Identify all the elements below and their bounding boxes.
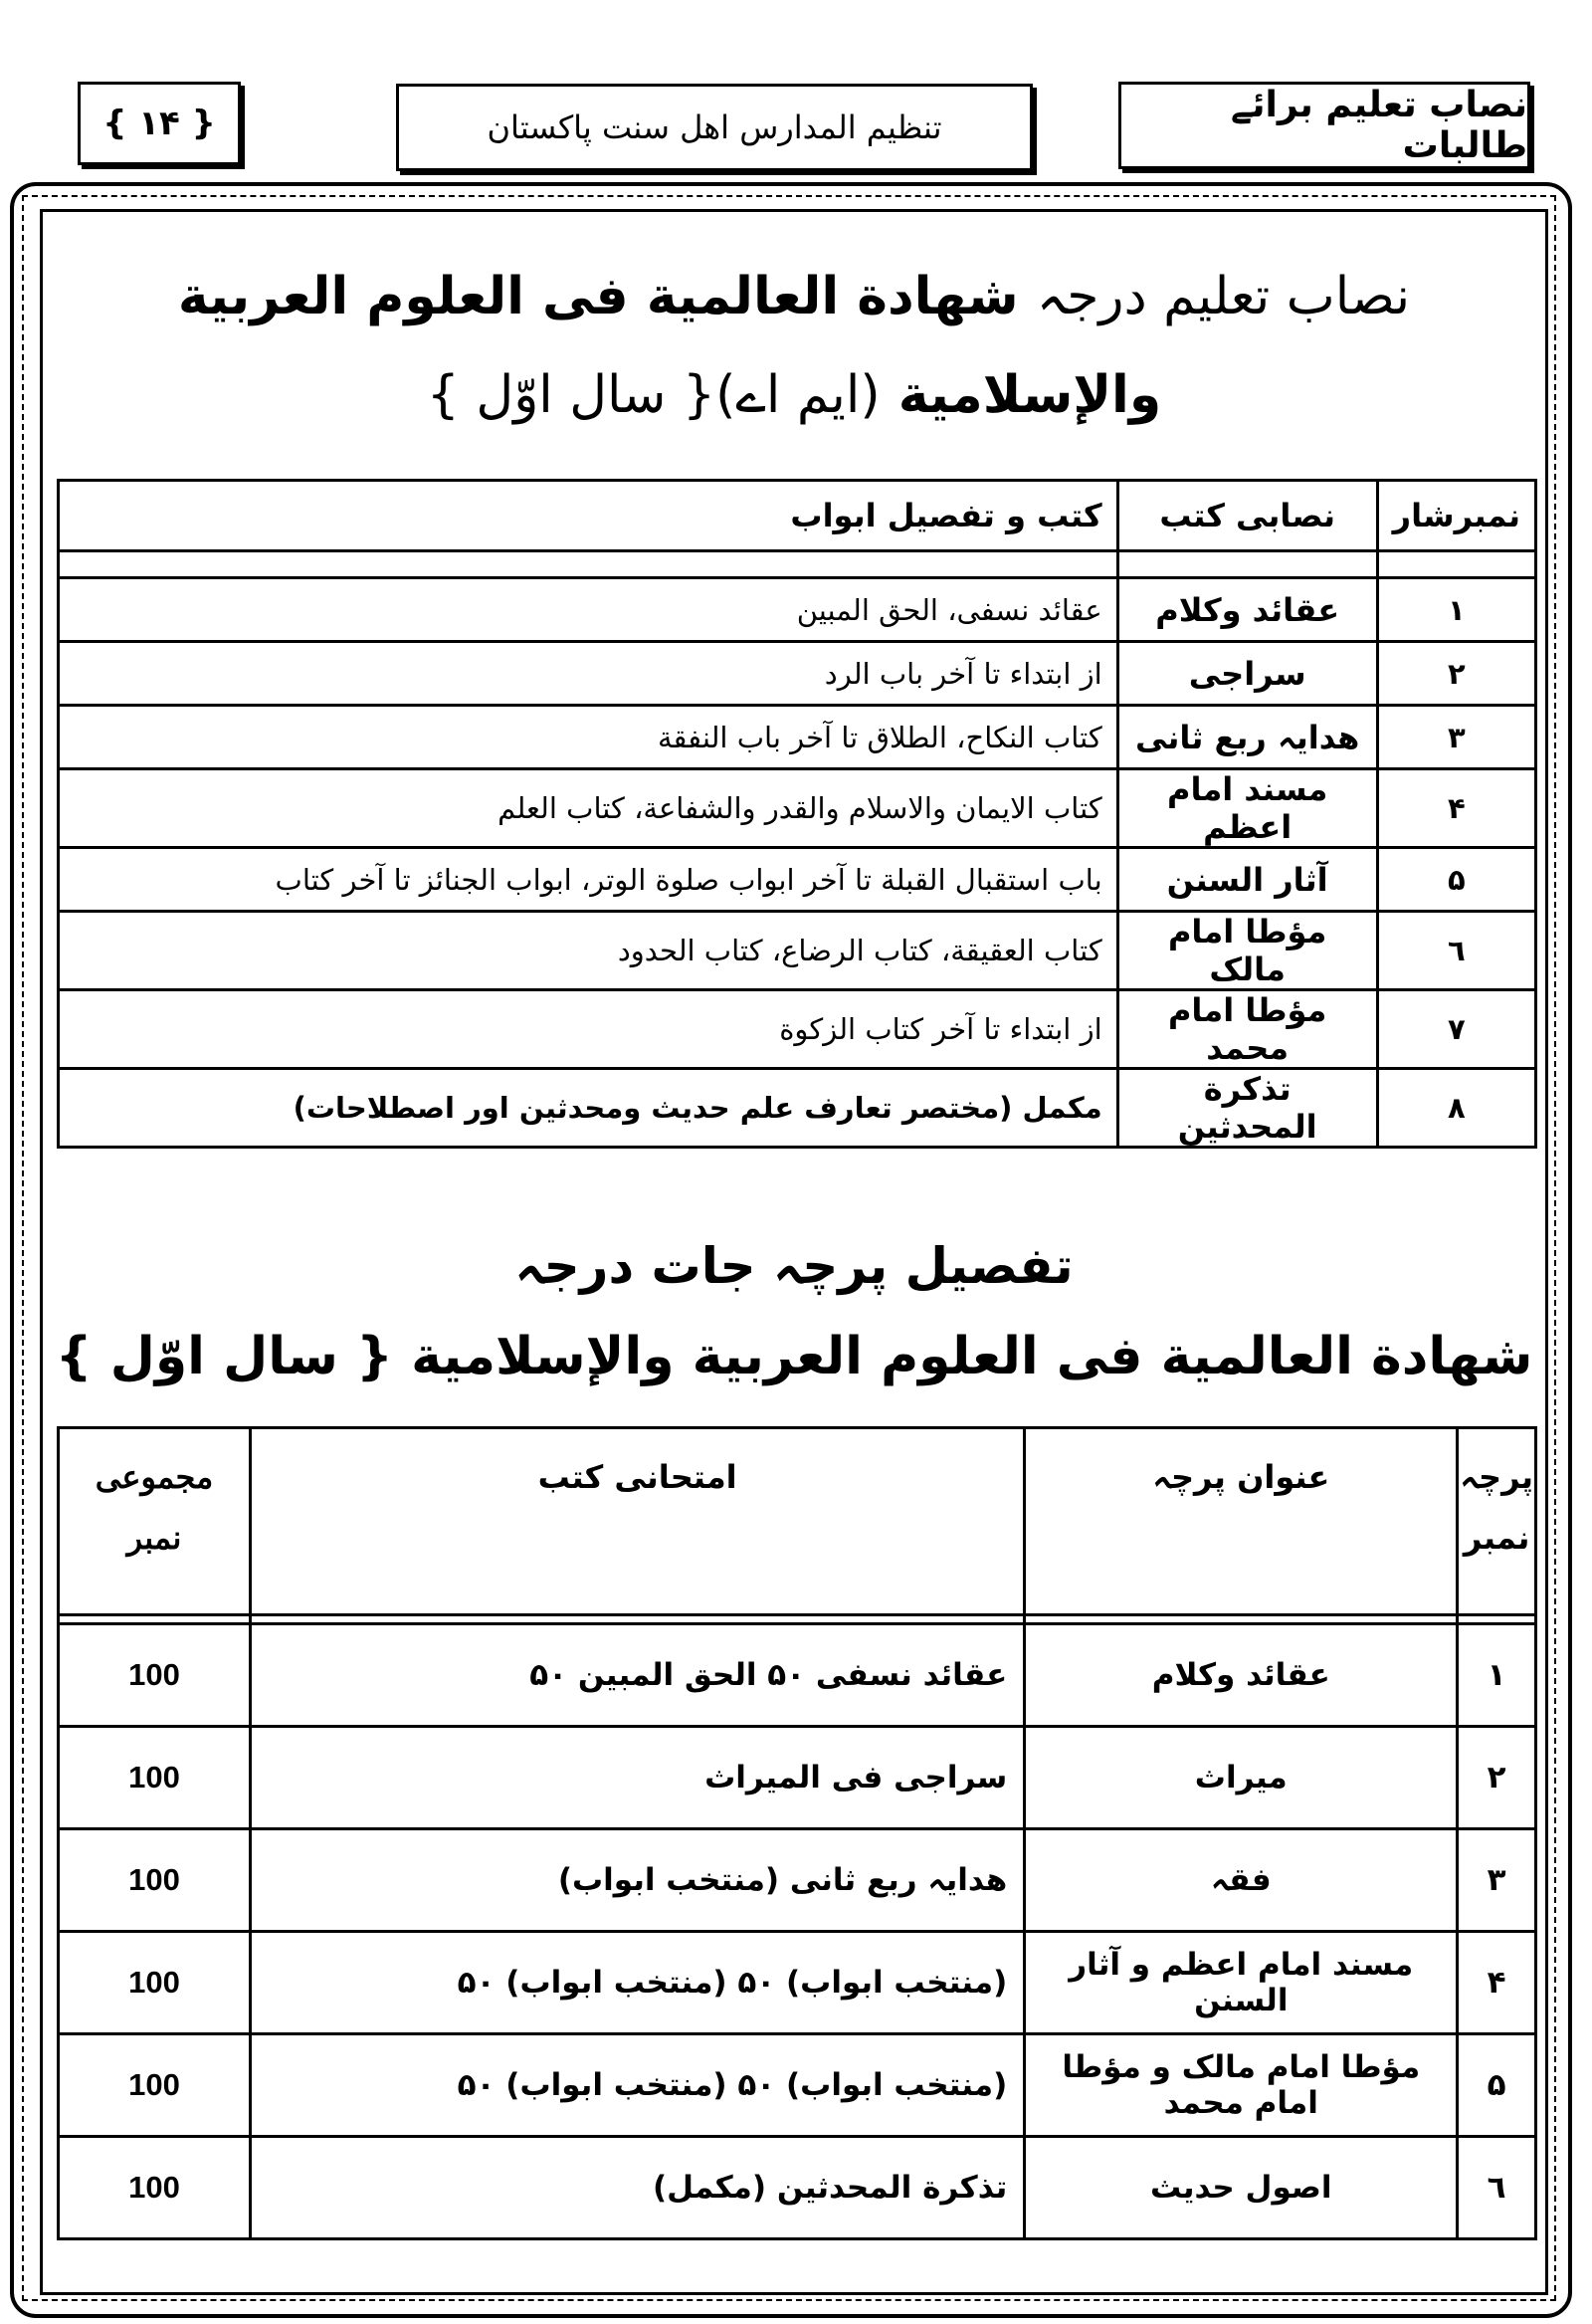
table-row: [59, 706, 1536, 769]
row-subject: عقائد وکلام: [1117, 578, 1377, 642]
table-row: [59, 1727, 1536, 1829]
paper-books: عقائد نسفی ۵٠ الحق المبین ۵٠: [251, 1624, 1025, 1727]
table-row: [59, 2137, 1536, 2239]
table-row: [59, 990, 1536, 1069]
header-total-marks-line1: مجموعی: [95, 1459, 214, 1495]
paper-title: اصول حدیث: [1025, 2137, 1458, 2239]
row-details: از ابتداء تا آخر کتاب الزکوة: [59, 990, 1118, 1069]
row-subject: مؤطا امام محمد: [1117, 990, 1377, 1069]
paper-title: فقہ: [1025, 1829, 1458, 1932]
row-subject: تذکرة المحدثین: [1117, 1069, 1377, 1148]
table-row: [59, 1932, 1536, 2034]
paper-title: مؤطا امام مالک و مؤطا امام محمد: [1025, 2034, 1458, 2137]
paper-marks: 100: [59, 2034, 251, 2137]
row-subject: ھدایہ ربع ثانی: [1117, 706, 1377, 769]
table-row: [59, 912, 1536, 990]
row-number: ١: [1377, 578, 1535, 642]
table-row: [59, 578, 1536, 642]
paper-books: ھدایہ ربع ثانی (منتخب ابواب): [251, 1829, 1025, 1932]
header-paper-number: [1458, 1428, 1536, 1615]
organization-box: [396, 84, 1033, 171]
section-heading: تفصیل پرچہ جات درجہ: [514, 1237, 1074, 1295]
table-row: [59, 769, 1536, 848]
paper-number: ٦: [1458, 2137, 1536, 2239]
paper-title: عقائد وکلام: [1025, 1624, 1458, 1727]
row-number: ٢: [1377, 642, 1535, 706]
row-details: کتاب العقیقة، کتاب الرضاع، کتاب الحدود: [59, 912, 1118, 990]
paper-number: ٢: [1458, 1727, 1536, 1829]
header-number: نمبرشار: [1377, 481, 1535, 551]
title-suffix: (ایم اے){ سال اوّل }: [426, 364, 881, 425]
paper-marks: 100: [59, 1624, 251, 1727]
header-paper-number-line1: پرچہ: [1460, 1458, 1533, 1496]
row-number: ٦: [1377, 912, 1535, 990]
table-gap: [59, 551, 1536, 578]
row-details: عقائد نسفی، الحق المبین: [59, 578, 1118, 642]
table-row: [59, 1829, 1536, 1932]
paper-number: ۵: [1458, 2034, 1536, 2137]
paper-title: میراث: [1025, 1727, 1458, 1829]
paper-number: ۴: [1458, 1932, 1536, 2034]
row-details: مکمل (مختصر تعارف علم حدیث ومحدثین اور اصطلاحات): [59, 1069, 1118, 1148]
title-prefix: نصاب تعلیم درجہ: [1036, 267, 1411, 326]
header-paper-number-line2: نمبر: [1463, 1518, 1530, 1557]
table-row: [59, 642, 1536, 706]
papers-header-row: [59, 1428, 1536, 1615]
paper-marks: 100: [59, 1932, 251, 2034]
paper-number: ٣: [1458, 1829, 1536, 1932]
paper-number: ١: [1458, 1624, 1536, 1727]
papers-table: [57, 1426, 1537, 2240]
paper-books: (منتخب ابواب) ۵٠ (منتخب ابواب) ۵٠: [251, 1932, 1025, 2034]
row-subject: سراجی: [1117, 642, 1377, 706]
row-number: ۵: [1377, 848, 1535, 912]
syllabus-table: [57, 479, 1537, 1149]
row-details: کتاب النکاح، الطلاق تا آخر باب النفقة: [59, 706, 1118, 769]
table-row: [59, 848, 1536, 912]
syllabus-header-row: [59, 481, 1536, 551]
title-degree: شهادة العالمية فی العلوم العربية والإسلامية: [177, 267, 1162, 425]
table-row: [59, 1624, 1536, 1727]
header-exam-books: امتحانی کتب: [251, 1428, 1025, 1615]
header-subject: نصابی کتب: [1117, 481, 1377, 551]
paper-marks: 100: [59, 1829, 251, 1932]
paper-marks: 100: [59, 2137, 251, 2239]
row-details: از ابتداء تا آخر باب الرد: [59, 642, 1118, 706]
row-number: ٣: [1377, 706, 1535, 769]
row-number: ۴: [1377, 769, 1535, 848]
row-number: ٨: [1377, 1069, 1535, 1148]
page-title: [43, 248, 1545, 445]
paper-books: (منتخب ابواب) ۵٠ (منتخب ابواب) ۵٠: [251, 2034, 1025, 2137]
page-number: { ١۴ }: [102, 104, 216, 143]
row-details: باب استقبال القبلة تا آخر ابواب صلوة الوتر، ابواب الجنائز تا آخر کتاب: [59, 848, 1118, 912]
course-title-box: [1118, 82, 1530, 169]
paper-books: تذکرة المحدثین (مکمل): [251, 2137, 1025, 2239]
content-area: [40, 209, 1548, 2295]
header-paper-title: عنوان پرچہ: [1025, 1428, 1458, 1615]
header-details: کتب و تفصیل ابواب: [59, 481, 1118, 551]
page-number-box: [78, 82, 241, 165]
row-subject: مسند امام اعظم: [1117, 769, 1377, 848]
section-subheading: شهادة العالمية فی العلوم العربية والإسلامية { سال اوّل }: [55, 1327, 1533, 1386]
paper-books: سراجی فی المیراث: [251, 1727, 1025, 1829]
row-number: ٧: [1377, 990, 1535, 1069]
course-title: نصاب تعلیم برائے طالبات: [1230, 85, 1527, 166]
paper-title: مسند امام اعظم و آثار السنن: [1025, 1932, 1458, 2034]
organization-name: تنظیم المدارس اهل سنت پاکستان: [487, 108, 942, 146]
table-row: [59, 2034, 1536, 2137]
row-subject: آثار السنن: [1117, 848, 1377, 912]
row-subject: مؤطا امام مالک: [1117, 912, 1377, 990]
table-row: [59, 1069, 1536, 1148]
paper-marks: 100: [59, 1727, 251, 1829]
row-details: کتاب الایمان والاسلام والقدر والشفاعة، کتاب العلم: [59, 769, 1118, 848]
table-gap: [59, 1615, 1536, 1624]
header-total-marks-line2: نمبر: [126, 1519, 182, 1556]
header-total-marks: [59, 1428, 251, 1615]
